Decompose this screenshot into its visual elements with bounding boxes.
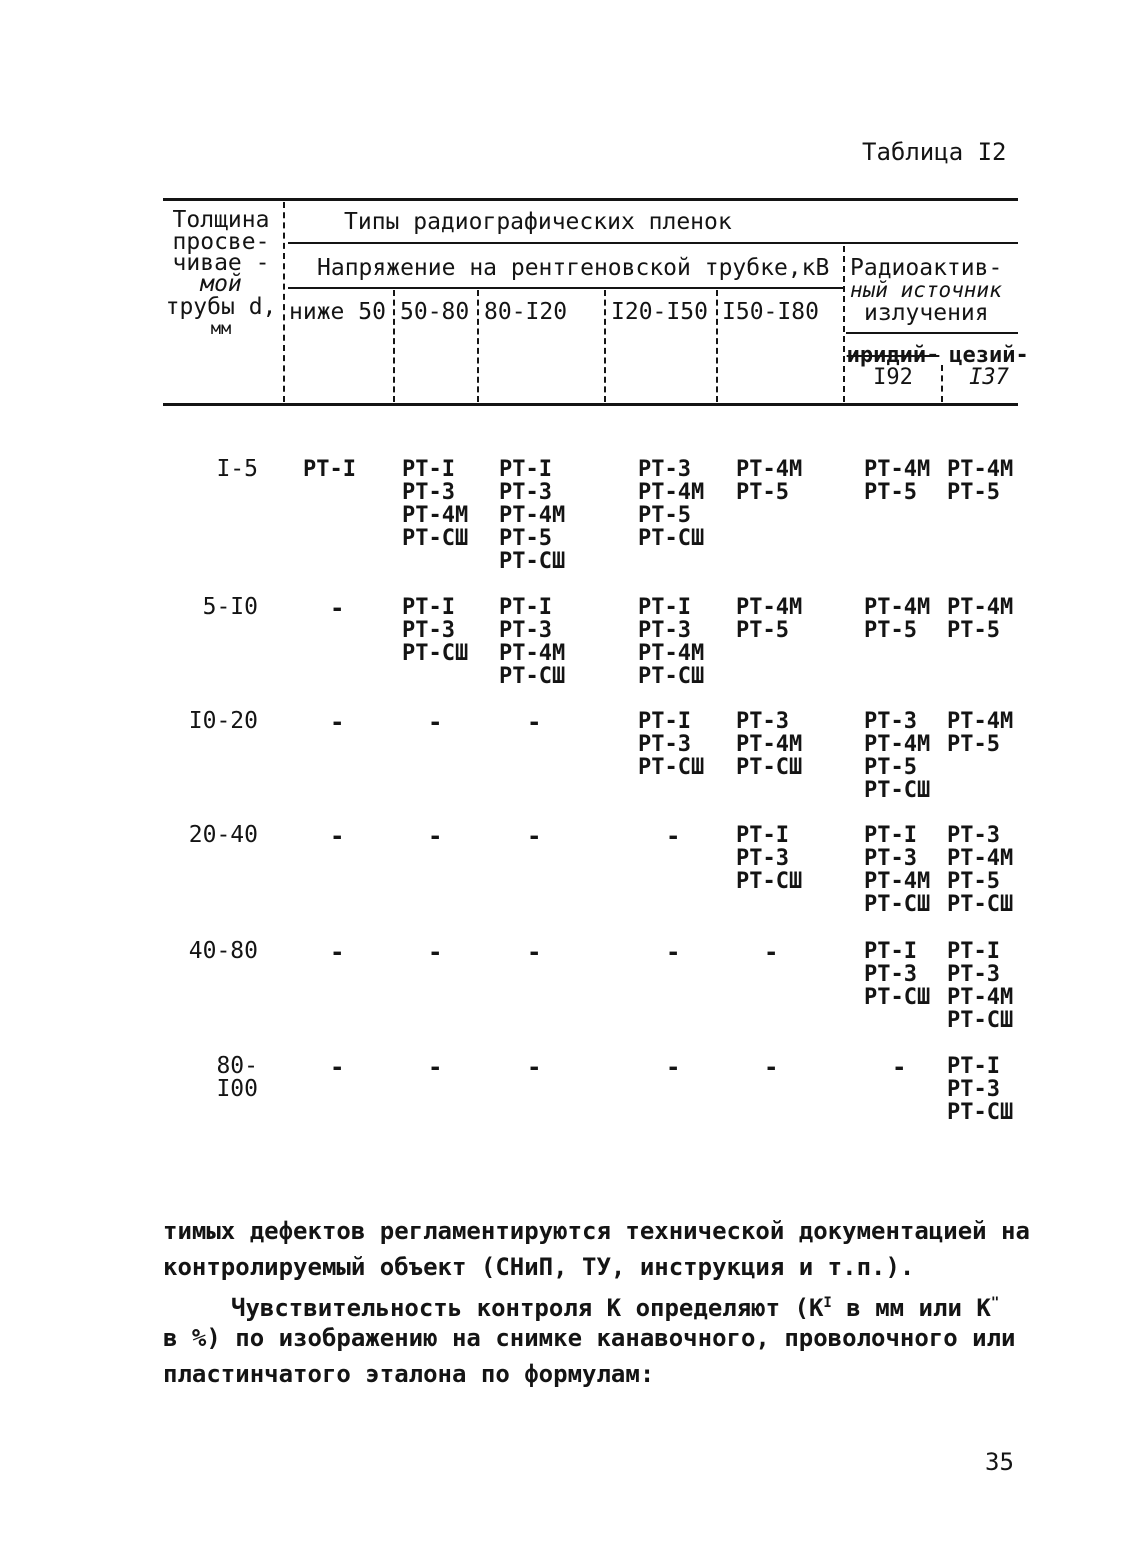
- film-type: PT-4M: [864, 869, 931, 894]
- film-type: PT-3: [402, 480, 455, 505]
- film-type: PT-I: [864, 939, 917, 964]
- film-type: PT-5: [736, 480, 789, 505]
- col-separator: [477, 290, 479, 402]
- header-voltage: Напряжение на рентгеновской трубке,кВ: [317, 255, 830, 281]
- film-type: PT-CШ: [499, 664, 566, 689]
- film-cell: [947, 458, 1013, 504]
- film-type: PT-5: [947, 480, 1000, 505]
- film-type: PT-I: [638, 709, 691, 734]
- film-type: PT-4M: [947, 985, 1014, 1010]
- film-type: PT-4M: [499, 641, 566, 666]
- film-type: PT-CШ: [736, 755, 803, 780]
- film-type: PT-4M: [947, 846, 1014, 871]
- empty-cell-dash: -: [527, 938, 542, 966]
- film-type: PT-CШ: [947, 1100, 1014, 1125]
- film-type: PT-5: [947, 869, 1000, 894]
- row-thickness: I0-20: [188, 708, 258, 734]
- film-cell: [864, 940, 930, 1009]
- header-radioactive-line: ный источник: [850, 278, 1002, 302]
- film-type: PT-4M: [499, 503, 566, 528]
- film-cell: [402, 458, 468, 550]
- film-cell: [947, 1055, 1013, 1124]
- empty-cell-dash: -: [330, 708, 345, 736]
- film-type: PT-I: [303, 457, 356, 482]
- film-type: PT-5: [947, 732, 1000, 757]
- film-type: PT-5: [638, 503, 691, 528]
- film-cell: [638, 458, 704, 550]
- header-voltage-range: 80-I20: [484, 299, 568, 325]
- film-type: PT-I: [499, 595, 552, 620]
- empty-cell-dash: -: [330, 594, 345, 622]
- film-type: PT-3: [736, 846, 789, 871]
- film-cell: [947, 940, 1013, 1032]
- film-type: PT-CШ: [947, 892, 1014, 917]
- header-voltage-range: 50-80: [400, 299, 470, 325]
- film-type: PT-CШ: [499, 549, 566, 574]
- film-cell: [736, 596, 802, 642]
- empty-cell-dash: -: [428, 708, 443, 736]
- empty-cell-dash: -: [330, 1053, 345, 1081]
- film-type: PT-5: [864, 755, 917, 780]
- table-header-bottom-rule: [163, 403, 1018, 406]
- film-type: PT-4M: [736, 732, 803, 757]
- film-type: PT-CШ: [402, 641, 469, 666]
- film-type: PT-4M: [402, 503, 469, 528]
- film-type: PT-CШ: [736, 869, 803, 894]
- film-type: PT-3: [947, 962, 1000, 987]
- film-cell: [736, 710, 802, 779]
- body-text-line: пластинчатого эталона по формулам:: [163, 1360, 655, 1388]
- row-thickness: 40-80: [188, 938, 258, 964]
- film-type: PT-3: [864, 846, 917, 871]
- empty-cell-dash: -: [428, 822, 443, 850]
- film-type: PT-4M: [638, 641, 705, 666]
- row-thickness: 20-40: [188, 822, 258, 848]
- film-cell: [864, 458, 930, 504]
- film-type: PT-I: [402, 595, 455, 620]
- header-radioactive-line: излучения: [864, 300, 989, 326]
- film-type: PT-CШ: [864, 892, 931, 917]
- empty-cell-dash: -: [527, 1053, 542, 1081]
- film-type: PT-3: [864, 962, 917, 987]
- film-type: PT-3: [736, 709, 789, 734]
- film-type: PT-3: [638, 457, 691, 482]
- film-type: PT-4M: [736, 595, 803, 620]
- film-type: PT-I: [638, 595, 691, 620]
- empty-cell-dash: -: [764, 1053, 779, 1081]
- film-type: PT-4M: [638, 480, 705, 505]
- film-type: PT-CШ: [638, 526, 705, 551]
- empty-cell-dash: -: [527, 708, 542, 736]
- film-cell: [303, 458, 356, 481]
- header-voltage-range: I50-I80: [722, 299, 819, 325]
- film-type: PT-I: [402, 457, 455, 482]
- table-top-rule: [163, 198, 1018, 201]
- film-type: PT-CШ: [638, 755, 705, 780]
- col-separator: [283, 202, 285, 402]
- header-thickness-line: мой: [200, 271, 242, 297]
- empty-cell-dash: -: [892, 1053, 907, 1081]
- film-cell: [864, 824, 930, 916]
- film-cell: [736, 824, 802, 893]
- header-thickness-line: трубы d,: [165, 294, 277, 320]
- film-type: PT-CШ: [864, 778, 931, 803]
- film-type: PT-5: [736, 618, 789, 643]
- film-type: PT-5: [864, 480, 917, 505]
- header-cesium: [944, 345, 1034, 389]
- film-type: PT-3: [864, 709, 917, 734]
- film-type: PT-I: [947, 939, 1000, 964]
- header-cesium-line: I37: [969, 365, 1009, 390]
- film-cell: [638, 596, 704, 688]
- film-type: PT-5: [947, 618, 1000, 643]
- film-type: PT-I: [736, 823, 789, 848]
- header-voltage-range: ниже 50: [289, 299, 386, 325]
- film-cell: [947, 710, 1013, 756]
- superscript: I: [823, 1295, 832, 1311]
- header-film-types: Типы радиографических пленок: [344, 209, 732, 235]
- header-iridium-line: иридий-: [846, 343, 940, 368]
- film-type: PT-I: [864, 823, 917, 848]
- header-voltage-range: I20-I50: [611, 299, 708, 325]
- film-type: PT-4M: [947, 595, 1014, 620]
- header-thickness-line: мм: [210, 319, 232, 339]
- film-type: PT-I: [947, 1054, 1000, 1079]
- header-radioactive-line: Радиоактив-: [850, 255, 1003, 281]
- film-type: PT-4M: [864, 457, 931, 482]
- film-type: PT-3: [638, 732, 691, 757]
- row-thickness: I-5: [216, 456, 258, 482]
- header-rule-3: [846, 332, 1018, 334]
- empty-cell-dash: -: [666, 938, 681, 966]
- empty-cell-dash: -: [428, 1053, 443, 1081]
- film-type: PT-CШ: [402, 526, 469, 551]
- header-cesium-line: цезий-: [949, 343, 1029, 368]
- header-iridium-line: I92: [873, 365, 913, 390]
- film-cell: [499, 596, 565, 688]
- empty-cell-dash: -: [764, 938, 779, 966]
- header-thickness: [163, 208, 279, 338]
- header-rule-1: [288, 242, 1018, 244]
- header-thickness-line: просве-: [172, 229, 270, 255]
- film-cell: [638, 710, 704, 779]
- empty-cell-dash: -: [330, 822, 345, 850]
- film-type: PT-5: [864, 618, 917, 643]
- body-text-line: контролируемый объект (СНиП, ТУ, инструкция и т.п.).: [163, 1253, 915, 1281]
- film-cell: [402, 596, 468, 665]
- film-type: PT-3: [638, 618, 691, 643]
- film-type: PT-3: [499, 618, 552, 643]
- film-type: PT-4M: [947, 457, 1014, 482]
- col-separator: [843, 246, 845, 402]
- empty-cell-dash: -: [428, 938, 443, 966]
- film-type: PT-4M: [947, 709, 1014, 734]
- empty-cell-dash: -: [666, 1053, 681, 1081]
- film-type: PT-CШ: [638, 664, 705, 689]
- film-type: PT-I: [499, 457, 552, 482]
- film-cell: [864, 596, 930, 642]
- film-type: PT-CШ: [947, 1008, 1014, 1033]
- film-type: PT-5: [499, 526, 552, 551]
- empty-cell-dash: -: [330, 938, 345, 966]
- film-type: PT-4M: [864, 595, 931, 620]
- col-separator: [393, 290, 395, 402]
- col-separator: [941, 365, 943, 402]
- film-type: PT-3: [947, 1077, 1000, 1102]
- film-type: PT-3: [402, 618, 455, 643]
- body-text-fragment: Чувствительность контроля К определяют (К: [231, 1294, 824, 1322]
- film-type: PT-4M: [864, 732, 931, 757]
- film-type: PT-CШ: [864, 985, 931, 1010]
- header-thickness-line: чивае -: [172, 250, 270, 276]
- body-text-line: в %) по изображению на снимке канавочного, проволочного или: [163, 1324, 1016, 1352]
- row-thickness: 80-I00: [216, 1053, 258, 1102]
- film-cell: [864, 710, 930, 802]
- body-text-fragment: в мм или К: [831, 1294, 991, 1322]
- row-thickness: 5-I0: [202, 594, 258, 620]
- film-cell: [736, 458, 802, 504]
- header-iridium: [846, 345, 940, 389]
- header-radioactive: [850, 256, 1002, 326]
- header-rule-2: [288, 287, 844, 289]
- body-text-line: тимых дефектов регламентируются технической документацией на: [163, 1217, 1030, 1245]
- film-type: PT-3: [499, 480, 552, 505]
- page-number: 35: [985, 1448, 1014, 1476]
- superscript: ": [990, 1295, 1000, 1311]
- header-thickness-line: Толщина: [172, 207, 270, 233]
- empty-cell-dash: -: [527, 822, 542, 850]
- col-separator: [716, 290, 718, 402]
- film-type: PT-4M: [736, 457, 803, 482]
- film-cell: [947, 596, 1013, 642]
- table-caption: Таблица I2: [862, 138, 1007, 166]
- film-cell: [499, 458, 565, 573]
- film-cell: [947, 824, 1013, 916]
- film-type: PT-3: [947, 823, 1000, 848]
- empty-cell-dash: -: [666, 822, 681, 850]
- col-separator: [604, 290, 606, 402]
